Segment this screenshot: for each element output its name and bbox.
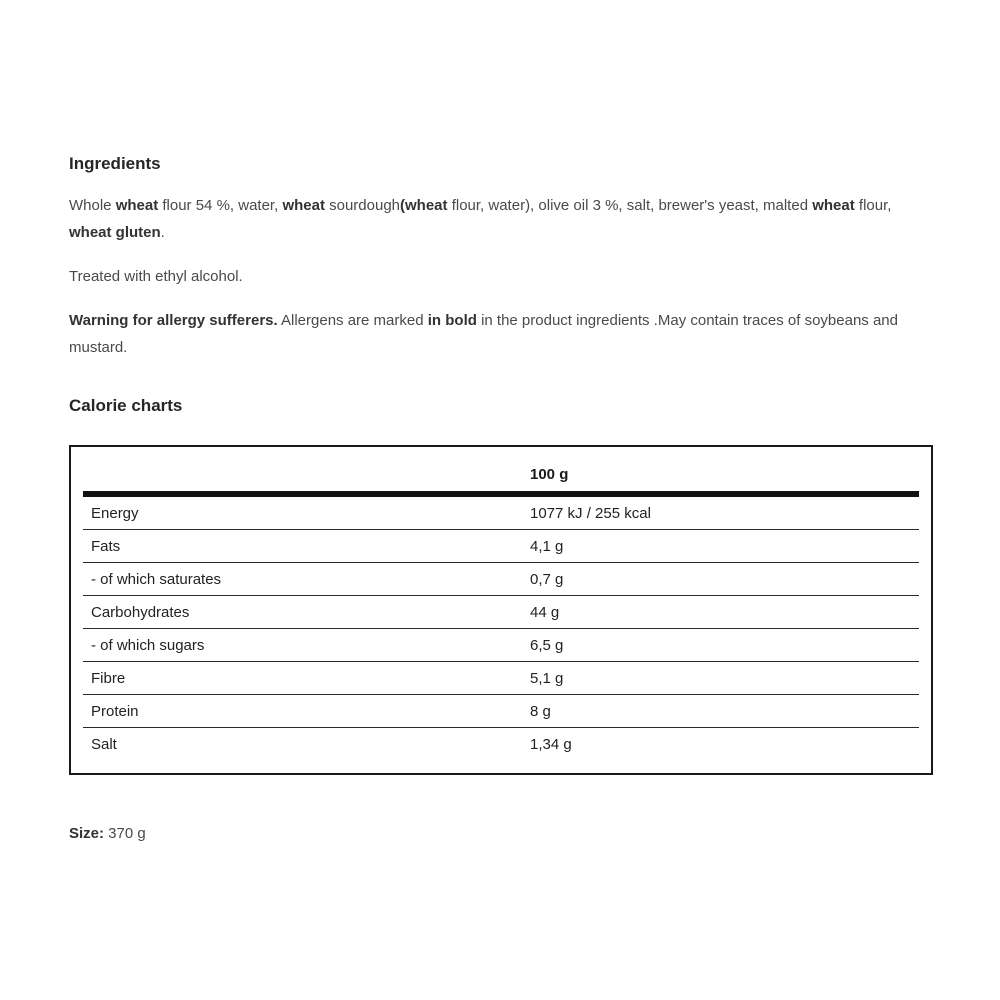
allergen-wheat: (wheat xyxy=(400,197,448,214)
nutrient-label: - of which sugars xyxy=(91,637,205,654)
size-label: Size: xyxy=(69,825,105,842)
allergy-warning xyxy=(69,307,931,361)
nutrient-label: Fibre xyxy=(91,670,126,687)
nutrient-label: Salt xyxy=(91,736,117,753)
allergen-wheat: wheat xyxy=(115,197,159,214)
ingredient-part: flour 54 %, water, xyxy=(158,197,283,214)
table-row xyxy=(83,629,919,662)
ingredients-heading: Ingredients xyxy=(69,154,161,173)
nutrient-value: 1,34 g xyxy=(530,736,572,753)
ingredient-part: . xyxy=(160,224,165,241)
ingredient-part: sourdough xyxy=(324,197,401,214)
nutrient-value: 5,1 g xyxy=(530,670,564,687)
ingredient-part: Whole xyxy=(69,197,116,214)
nutrient-label: Protein xyxy=(91,703,139,720)
nutrient-value: 4,1 g xyxy=(530,538,564,555)
nutrition-table xyxy=(69,445,933,775)
allergen-wheat-gluten: wheat gluten xyxy=(69,224,161,241)
nutrient-value: 44 g xyxy=(530,604,560,621)
size-value: 370 g xyxy=(104,825,146,842)
nutrient-value: 0,7 g xyxy=(530,571,564,588)
allergen-wheat: wheat xyxy=(812,197,855,214)
ingredient-part: flour, water), olive oil 3 %, salt, brewer's yeast, malted xyxy=(447,197,813,214)
table-row xyxy=(83,695,919,728)
nutrition-table-header xyxy=(83,447,919,497)
table-row xyxy=(83,596,919,629)
nutrition-table-body xyxy=(83,497,919,760)
table-row xyxy=(83,728,919,760)
nutrient-value: 8 g xyxy=(530,703,551,720)
nutrient-value: 6,5 g xyxy=(530,637,564,654)
allergen-wheat: wheat xyxy=(282,197,325,214)
allergy-warning-text: Allergens are marked xyxy=(277,312,428,329)
allergy-warning-emphasis: in bold xyxy=(427,312,477,329)
table-row xyxy=(83,563,919,596)
ingredient-part: flour, xyxy=(854,197,892,214)
ingredients-text xyxy=(69,192,931,246)
nutrient-label: Energy xyxy=(91,505,139,522)
table-row xyxy=(83,497,919,530)
treatment-note: Treated with ethyl alcohol. xyxy=(69,268,243,285)
nutrient-label: - of which saturates xyxy=(91,571,222,588)
calorie-heading: Calorie charts xyxy=(69,396,183,415)
allergy-warning-text: in the product ingredients .May contain traces of soybeans and mustard. xyxy=(69,312,898,356)
package-size xyxy=(69,820,931,847)
nutrient-label: Carbohydrates xyxy=(91,604,190,621)
nutrient-value: 1077 kJ / 255 kcal xyxy=(530,505,651,522)
allergy-warning-title: Warning for allergy sufferers. xyxy=(69,312,278,329)
table-row xyxy=(83,530,919,563)
column-header-100g: 100 g xyxy=(530,466,569,483)
nutrient-label: Fats xyxy=(91,538,121,555)
table-row xyxy=(83,662,919,695)
